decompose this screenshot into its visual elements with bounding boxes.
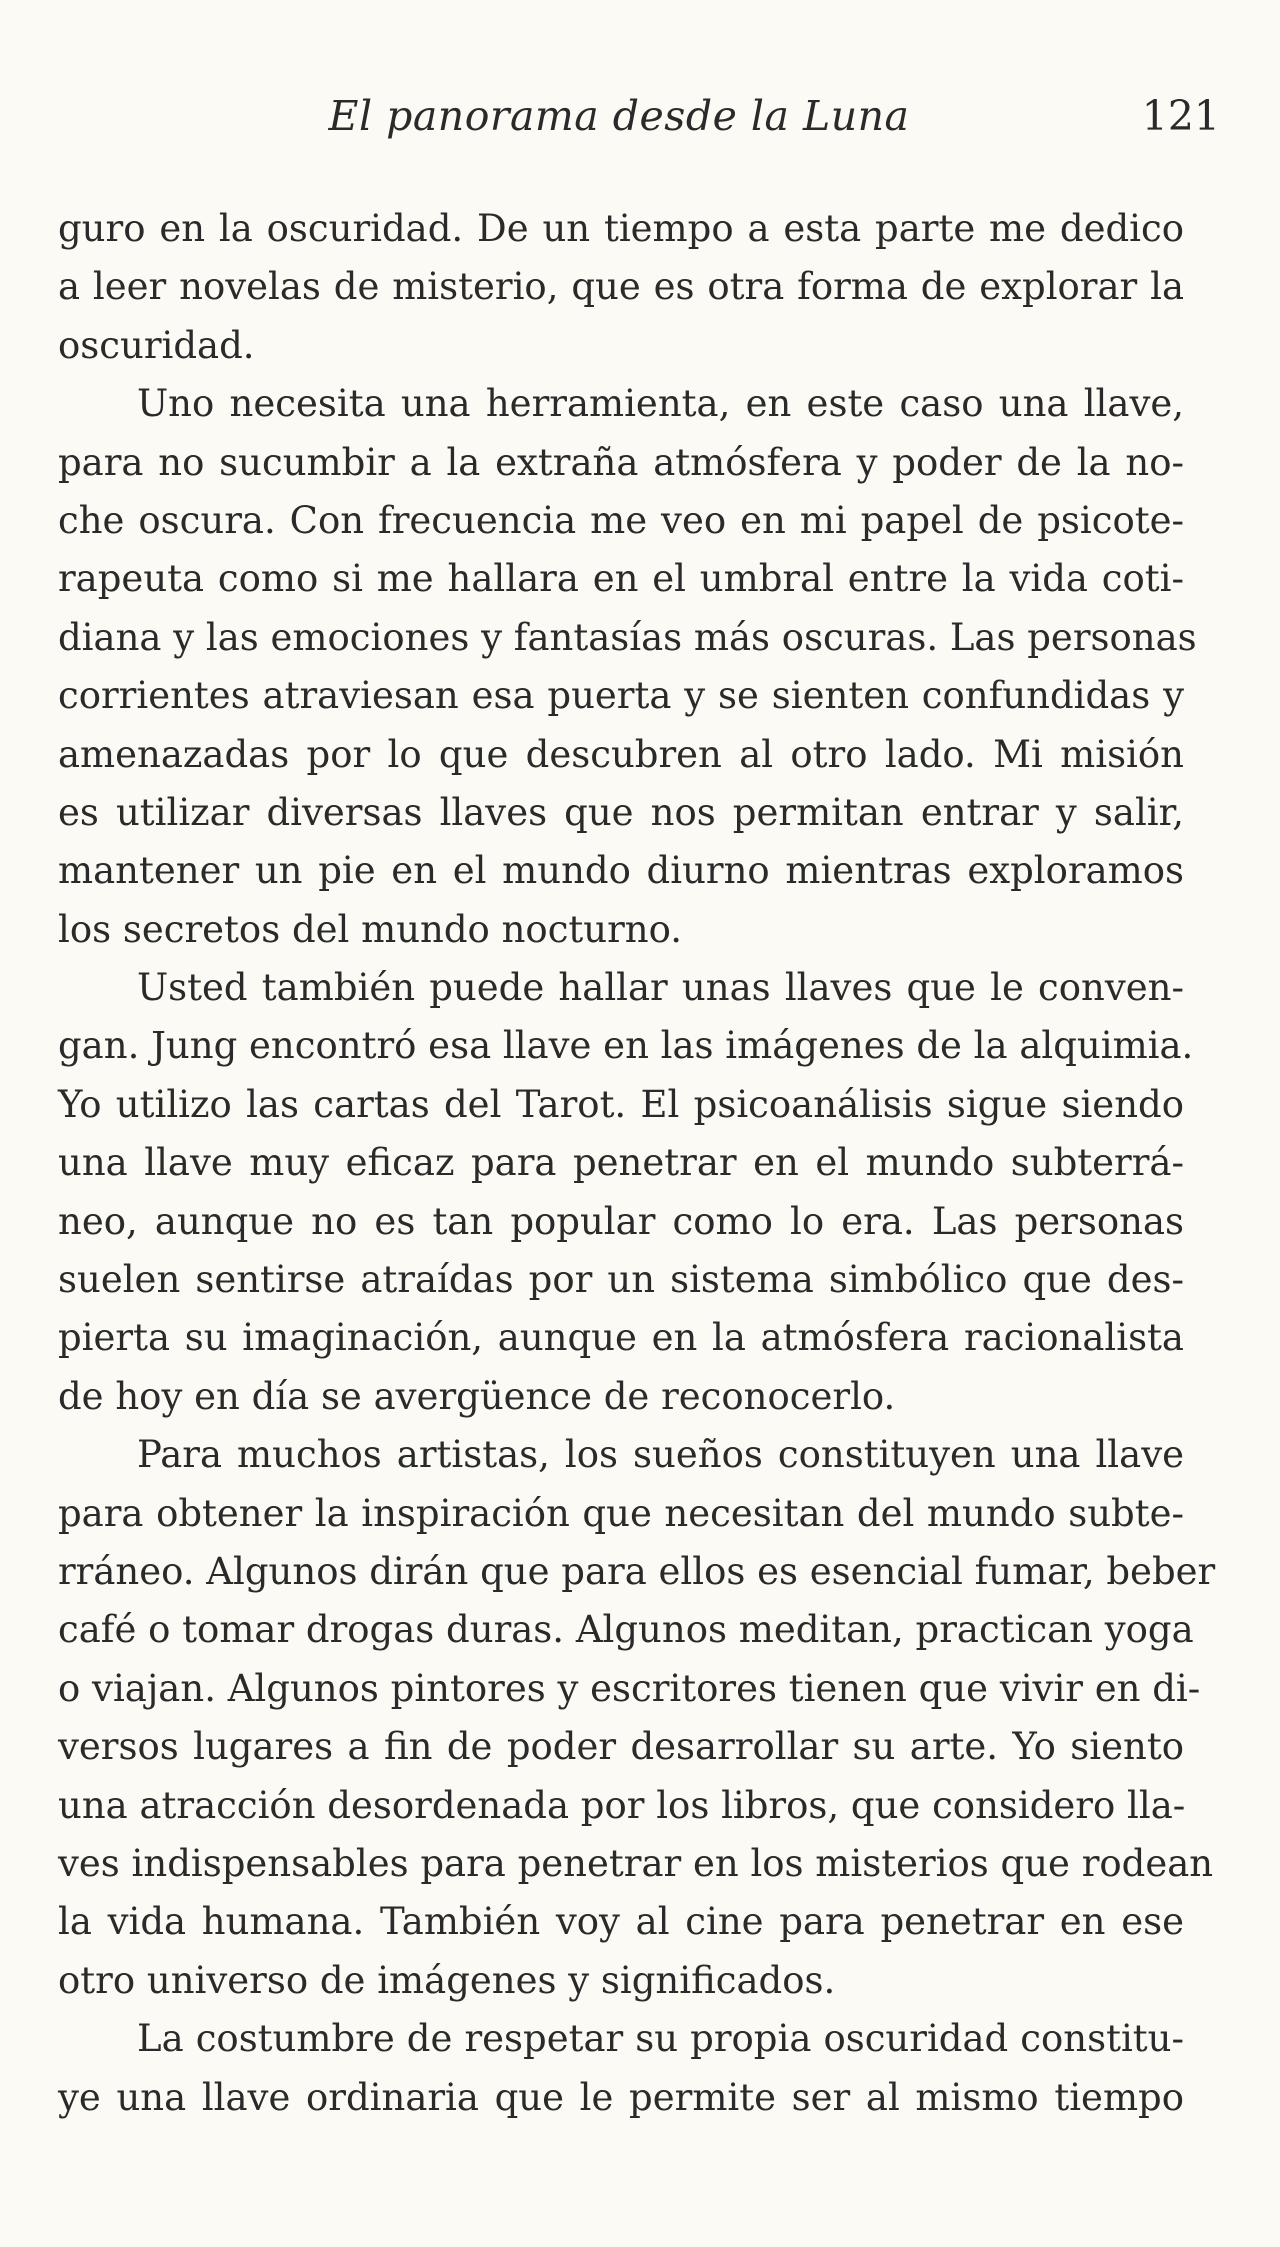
text-line: a leer novelas de misterio, que es otra forma de explorar la	[58, 265, 1184, 309]
text-line: Yo utilizo las cartas del Tarot. El psicoanálisis sigue siendo	[58, 1082, 1184, 1126]
text-line: neo, aunque no es tan popular como lo era. Las personas	[58, 1199, 1184, 1243]
page-number: 121	[1141, 92, 1220, 140]
text-line: Uno necesita una herramienta, en este caso una llave,	[137, 382, 1184, 426]
body-text	[58, 200, 1216, 2127]
paragraph	[58, 1426, 1216, 2010]
running-header	[58, 86, 1220, 146]
text-line: para no sucumbir a la extraña atmósfera y poder de la no-	[58, 440, 1184, 484]
paragraph	[58, 375, 1197, 959]
paragraph	[58, 959, 1194, 1426]
text-line: de hoy en día se avergüence de reconocerlo.	[58, 1374, 896, 1418]
text-line: para obtener la inspiración que necesitan del mundo subte-	[58, 1491, 1184, 1535]
running-title: El panorama desde la Luna	[328, 92, 910, 140]
text-line: una atracción desordenada por los libros, que considero lla-	[58, 1783, 1186, 1827]
text-line: la vida humana. También voy al cine para penetrar en ese	[58, 1900, 1184, 1944]
text-line: corrientes atraviesan esa puerta y se sienten confundidas y	[58, 674, 1184, 718]
text-line: La costumbre de respetar su propia oscuridad constitu-	[137, 2017, 1184, 2061]
text-line: versos lugares a fin de poder desarrollar su arte. Yo siento	[58, 1725, 1184, 1769]
text-line: amenazadas por lo que descubren al otro lado. Mi misión	[58, 732, 1184, 776]
text-line: una llave muy eficaz para penetrar en el mundo subterrá-	[58, 1141, 1184, 1185]
text-line: ves indispensables para penetrar en los misterios que rodean	[58, 1841, 1214, 1885]
text-line: guro en la oscuridad. De un tiempo a esta parte me dedico	[58, 207, 1184, 250]
text-line: oscuridad.	[58, 323, 255, 367]
text-line: Para muchos artistas, los sueños constituyen una llave	[137, 1433, 1184, 1477]
text-line: gan. Jung encontró esa llave en las imágenes de la alquimia.	[58, 1024, 1194, 1068]
text-line: es utilizar diversas llaves que nos permitan entrar y salir,	[58, 790, 1184, 834]
paragraph	[58, 200, 1184, 375]
text-line: rapeuta como si me hallara en el umbral entre la vida coti-	[58, 557, 1184, 601]
text-line: diana y las emociones y fantasías más oscuras. Las personas	[58, 615, 1197, 659]
text-line: ye una llave ordinaria que le permite ser al mismo tiempo	[58, 2075, 1184, 2119]
text-line: Usted también puede hallar unas llaves que le conven-	[137, 966, 1184, 1010]
text-line: che oscura. Con frecuencia me veo en mi papel de psicote-	[58, 498, 1184, 542]
text-line: otro universo de imágenes y significados.	[58, 1958, 836, 2002]
text-line: rráneo. Algunos dirán que para ellos es esencial fumar, beber	[58, 1549, 1216, 1593]
text-line: mantener un pie en el mundo diurno mientras exploramos	[58, 849, 1184, 893]
paragraph	[58, 2010, 1184, 2127]
text-line: o viajan. Algunos pintores y escritores tienen que vivir en di-	[58, 1666, 1201, 1710]
text-line: café o tomar drogas duras. Algunos meditan, practican yoga	[58, 1608, 1194, 1652]
text-line: suelen sentirse atraídas por un sistema simbólico que des-	[58, 1258, 1184, 1302]
text-line: los secretos del mundo nocturno.	[58, 907, 683, 951]
text-line: pierta su imaginación, aunque en la atmósfera racionalista	[58, 1316, 1184, 1360]
